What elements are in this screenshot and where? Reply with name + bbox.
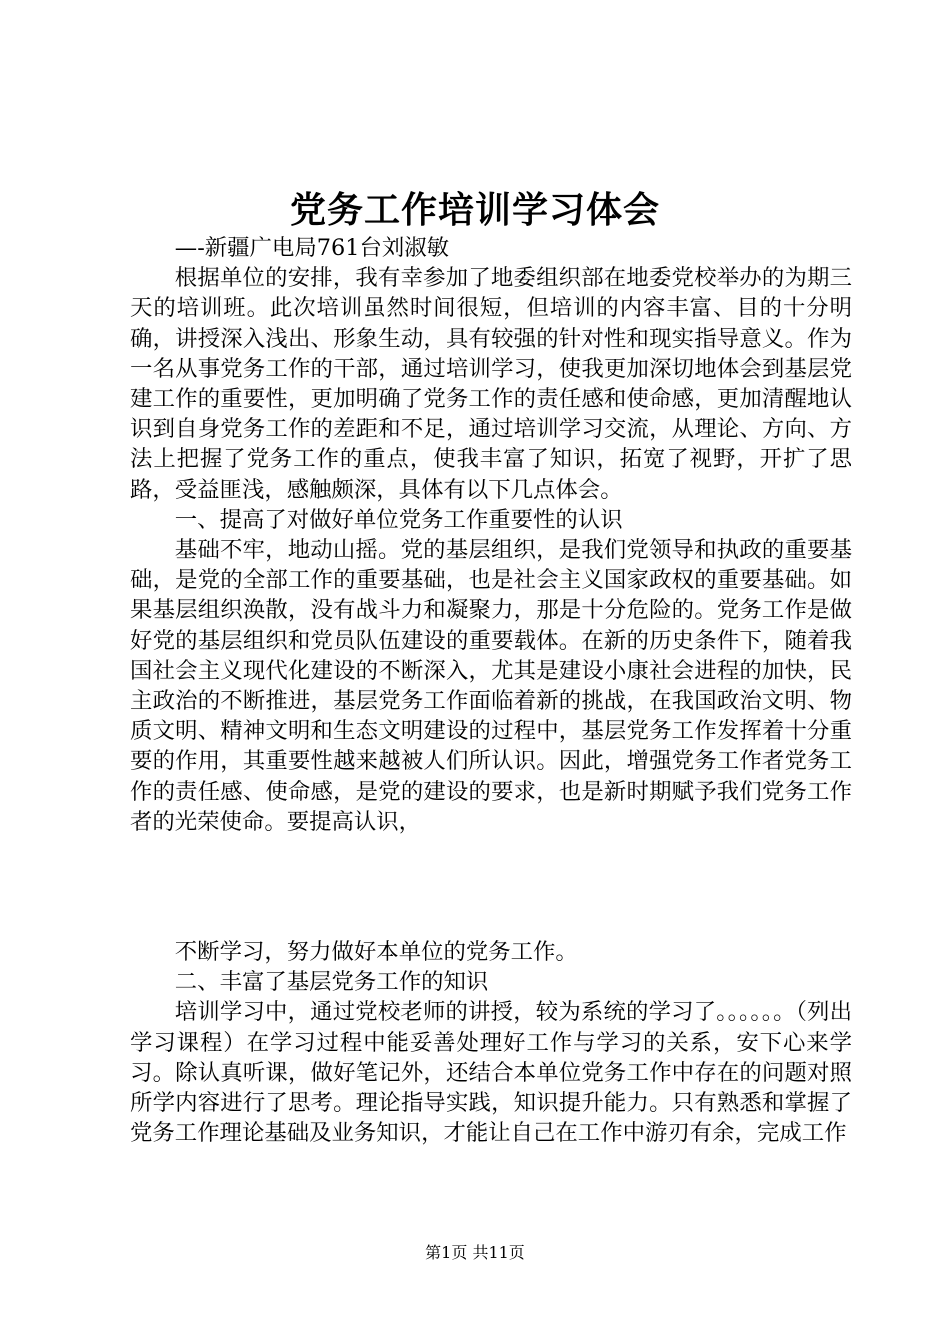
- body-block-1: [130, 233, 852, 837]
- section-2-paragraph: 培训学习中，通过党校老师的讲授，较为系统的学习了。。。。。。（列出学习课程）在学习过程中能妥善处理好工作与学习的关系，安下心来学习。除认真听课，做好笔记外，还结合本单位党务工作中存在的问题对照所学内容进行了思考。理论指导实践，知识提升能力。只有熟悉和掌握了党务工作理论基础及业务知识，才能让自己在工作中游刃有余，完成工作: [130, 999, 852, 1147]
- section-1-paragraph-continued: 不断学习，努力做好本单位的党务工作。: [174, 939, 578, 965]
- document-title: 党务工作培训学习体会: [289, 189, 660, 231]
- body-block-2: [130, 937, 852, 1148]
- section-1-paragraph: 基础不牢，地动山摇。党的基层组织，是我们党领导和执政的重要基础，是党的全部工作的重要基础，也是社会主义国家政权的重要基础。如果基层组织涣散，没有战斗力和凝聚力，那是十分危险的。党务工作是做好党的基层组织和党员队伍建设的重要载体。在新的历史条件下，随着我国社会主义现代化建设的不断深入，尤其是建设小康社会进程的加快，民主政治的不断推进，基层党务工作面临着新的挑战，在我国政治文明、物质文明、精神文明和生态文明建设的过程中，基层党务工作发挥着十分重要的作用，其重要性越来越被人们所认识。因此，增强党务工作者党务工作的责任感、使命感，是党的建设的要求，也是新时期赋予我们党务工作者的光荣使命。要提高认识，: [130, 537, 852, 835]
- section-heading-2: 二、丰富了基层党务工作的知识: [174, 969, 489, 996]
- section-heading-1: 一、提高了对做好单位党务工作重要性的认识: [174, 506, 623, 533]
- author-line: —-新疆广电局761台刘淑敏: [174, 235, 450, 261]
- intro-paragraph: 根据单位的安排，我有幸参加了地委组织部在地委党校举办的为期三天的培训班。此次培训虽然时间很短，但培训的内容丰富、目的十分明确，讲授深入浅出、形象生动，具有较强的针对性和现实指导意义。作为一名从事党务工作的干部，通过培训学习，使我更加深切地体会到基层党建工作的重要性，更加明确了党务工作的责任感和使命感，更加清醒地认识到自身党务工作的差距和不足，通过培训学习交流，从理论、方向、方法上把握了党务工作的重点，使我丰富了知识，拓宽了视野，开扩了思路，受益匪浅，感触颇深，具体有以下几点体会。: [130, 265, 852, 503]
- page-footer: 第1页 共11页: [425, 1243, 525, 1262]
